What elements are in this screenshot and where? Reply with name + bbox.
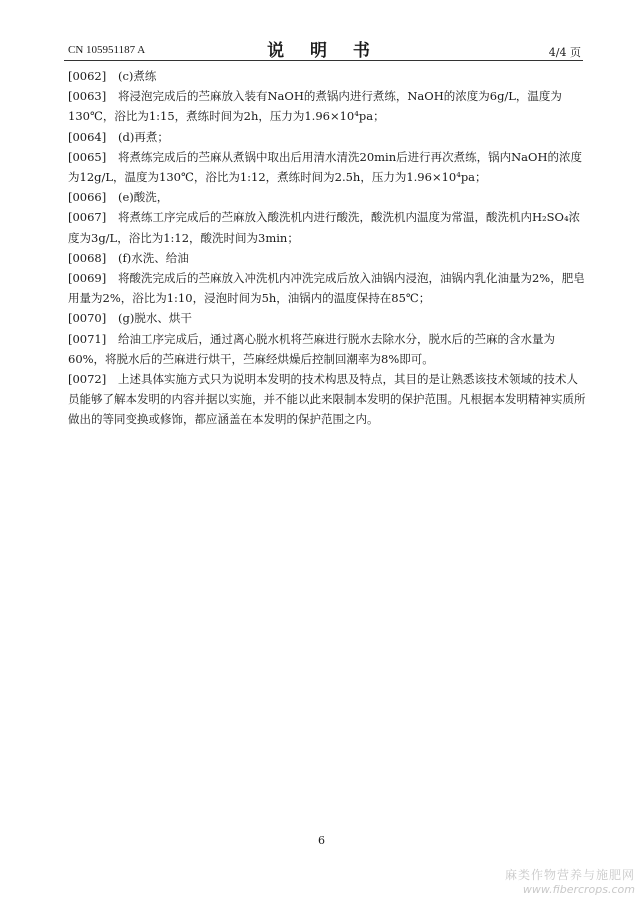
paragraph-text: 将酸洗完成后的苎麻放入冲洗机内冲洗完成后放入油锅内浸泡，油锅内乳化油量为2%，肥皂用量为2%，浴比为1:10，浸泡时间为5h，油锅内的温度保持在85℃； (68, 271, 585, 306)
paragraph-text: 将煮练完成后的苎麻从煮锅中取出后用清水清洗20min后进行再次煮练，锅内NaOH的浓度为12g/L，温度为130℃，浴比为1:12，煮练时间为2.5h，压力为1.96×10⁴pa； (68, 149, 582, 185)
paragraph-number: [0064] (68, 129, 107, 144)
page-info: 4/4 页 (548, 46, 581, 59)
paragraph (68, 268, 586, 308)
paragraph-number: [0063] (68, 89, 107, 104)
paragraph-number: [0067] (68, 210, 107, 225)
paragraph (68, 369, 586, 430)
page-number: 6 (318, 834, 325, 847)
document-body (68, 66, 586, 430)
document-title: 说 明 书 (267, 41, 380, 61)
paragraph-text: 将煮练工序完成后的苎麻放入酸洗机内进行酸洗，酸洗机内温度为常温，酸洗机内H₂SO₄浓度为3g/L，浴比为1:12，酸洗时间为3min； (68, 210, 581, 245)
site-watermark (505, 866, 635, 896)
paragraph-number: [0071] (68, 331, 107, 346)
paragraph-text: (c)煮练 (118, 69, 157, 83)
publication-number: CN 105951187 A (68, 44, 146, 56)
paragraph (68, 248, 586, 268)
paragraph-text: (g)脱水、烘干 (118, 311, 192, 326)
paragraph-number: [0065] (68, 149, 107, 164)
paragraph-text: 将浸泡完成后的苎麻放入装有NaOH的煮锅内进行煮练，NaOH的浓度为6g/L，温度为130℃，浴比为1:15，煮练时间为2h，压力为1.96×10⁴pa； (68, 89, 562, 124)
paragraph (68, 86, 586, 126)
paragraph (68, 329, 586, 369)
paragraph (68, 147, 586, 187)
page-header (64, 34, 583, 62)
paragraph-number: [0069] (68, 271, 107, 286)
paragraph-text: (f)水洗、给油 (118, 250, 189, 265)
paragraph-number: [0062] (68, 69, 107, 83)
paragraph-text: (e)酸洗， (118, 190, 169, 205)
paragraph (68, 207, 586, 247)
paragraph (68, 308, 586, 328)
paragraph-text: 给油工序完成后，通过离心脱水机将苎麻进行脱水去除水分，脱水后的苎麻的含水量为60%，将脱水后的苎麻进行烘干，苎麻经烘燥后控制回潮率为8%即可。 (68, 331, 555, 366)
header-rule (64, 60, 583, 61)
paragraph-number: [0068] (68, 250, 107, 265)
paragraph-text: 上述具体实施方式只为说明本发明的技术构思及特点，其目的是让熟悉该技术领域的技术人员能够了解本发明的内容并据以实施，并不能以此来限制本发明的保护范围。凡根据本发明精神实质所做出的等同变换或修饰，都应涵盖在本发明的保护范围之内。 (68, 372, 586, 427)
paragraph (68, 66, 586, 86)
paragraph-number: [0072] (68, 372, 107, 387)
paragraph-text: (d)再煮； (118, 129, 169, 144)
watermark-url: www.fibercrops.com (522, 883, 635, 896)
paragraph (68, 187, 586, 207)
watermark-site-name: 麻类作物营养与施肥网 (504, 868, 635, 882)
paragraph-number: [0066] (68, 190, 107, 205)
paragraph (68, 127, 586, 147)
paragraph-number: [0070] (68, 311, 107, 326)
